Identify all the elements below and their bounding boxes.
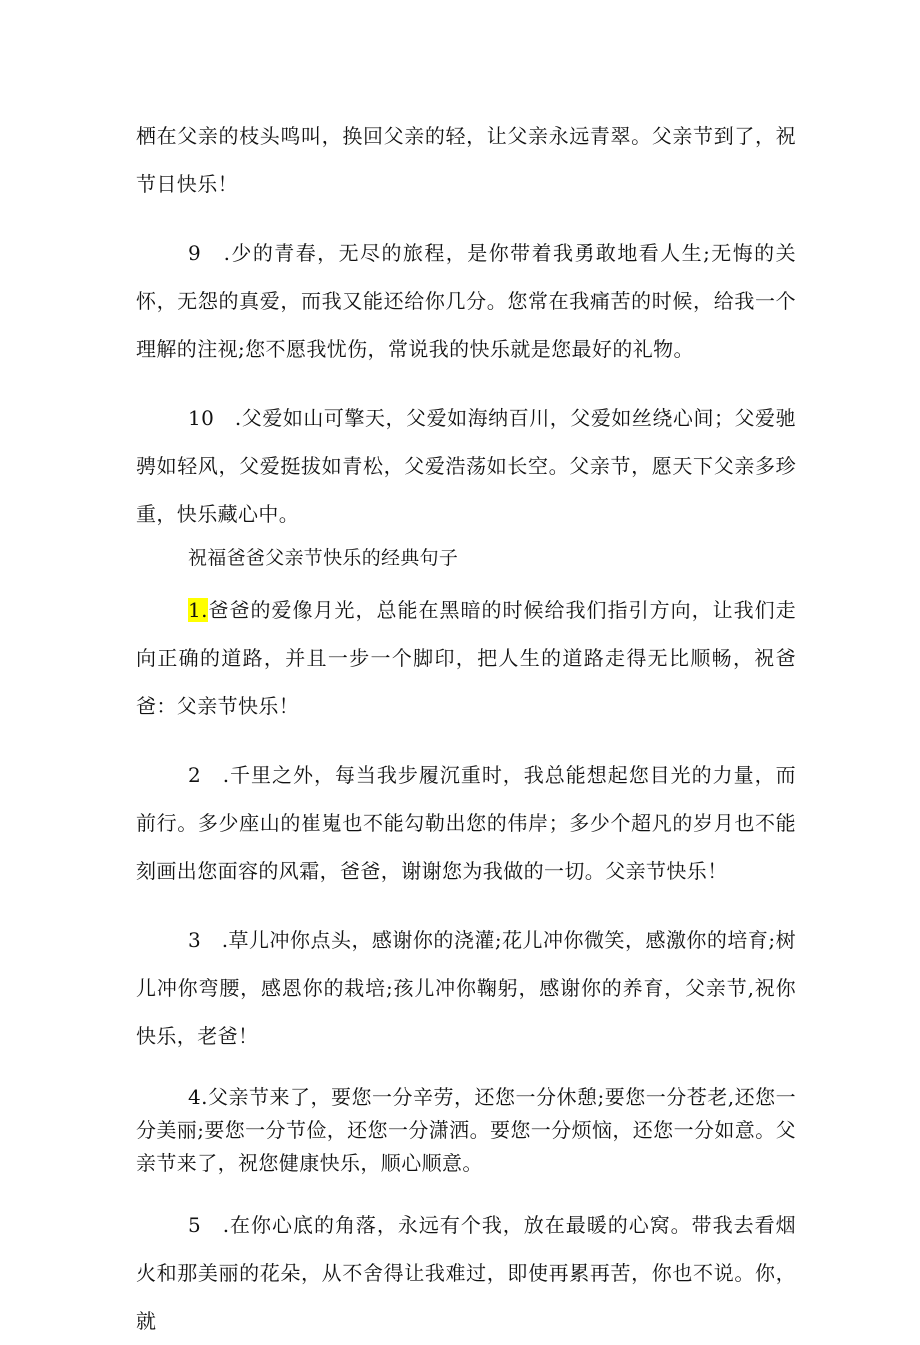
paragraph-item-9: 9 .少的青春，无尽的旅程，是你带着我勇敢地看人生;无悔的关怀，无怨的真爱，而我又能还给你几分。您常在我痛苦的时候，给我一个理解的注视;您不愿我忧伤，常说我的快乐就是您最好的礼物。 [136, 241, 796, 361]
section-heading: 祝福爸爸父亲节快乐的经典句子 [188, 547, 459, 569]
paragraph-item-4: 4.父亲节来了，要您一分辛劳，还您一分休憩;要您一分苍老,还您一分美丽;要您一分节俭，还您一分潇洒。要您一分烦恼，还您一分如意。父亲节来了，祝您健康快乐，顺心顺意。 [136, 1085, 796, 1175]
paragraph-continuation: 栖在父亲的枝头鸣叫，换回父亲的轻，让父亲永远青翠。父亲节到了，祝节日快乐！ [136, 124, 796, 196]
highlighted-list-marker: 1. [188, 598, 208, 622]
paragraph-item-3: 3 .草儿冲你点头，感谢你的浇灌;花儿冲你微笑，感激你的培育;树儿冲你弯腰，感恩你的栽培;孩儿冲你鞠躬，感谢你的养育，父亲节,祝你快乐，老爸！ [136, 928, 796, 1048]
paragraph-item-1 [136, 586, 796, 730]
paragraph-item-2: 2 .千里之外，每当我步履沉重时，我总能想起您目光的力量，而前行。多少座山的崔嵬也不能勾勒出您的伟岸；多少个超凡的岁月也不能刻画出您面容的风霜，爸爸，谢谢您为我做的一切。父亲节快乐！ [136, 763, 796, 883]
paragraph-item-10: 10 .父爱如山可擎天，父爱如海纳百川，父爱如丝绕心间；父爱驰骋如轻风，父爱挺拔如青松，父爱浩荡如长空。父亲节，愿天下父亲多珍重，快乐藏心中。 [136, 406, 796, 526]
paragraph-item-5: 5 .在你心底的角落，永远有个我，放在最暖的心窝。带我去看烟火和那美丽的花朵，从不舍得让我难过，即使再累再苦，你也不说。你，就 [136, 1213, 796, 1333]
document-body [136, 112, 796, 1345]
paragraph-item-1-text: 爸爸的爱像月光，总能在黑暗的时候给我们指引方向，让我们走向正确的道路，并且一步一个脚印，把人生的道路走得无比顺畅，祝爸爸：父亲节快乐！ [136, 598, 796, 718]
